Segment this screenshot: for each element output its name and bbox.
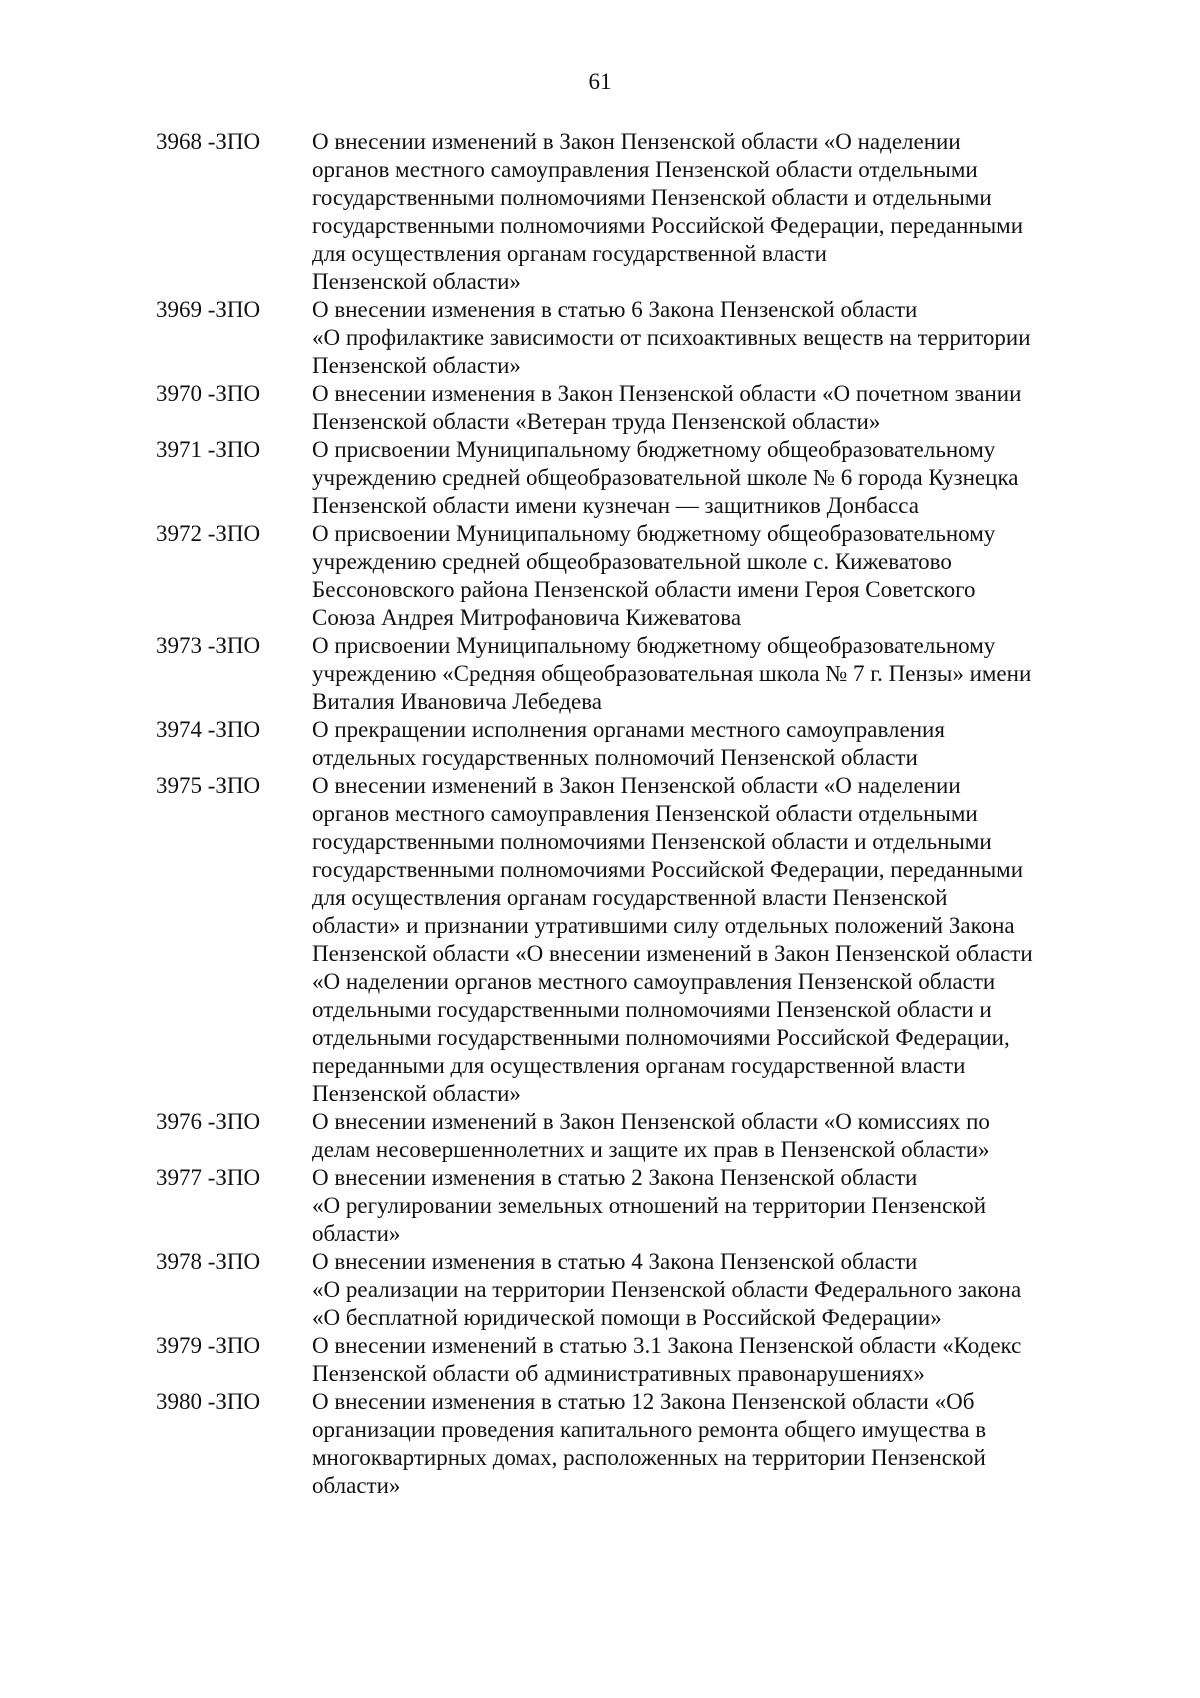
law-number: 3978 -ЗПО: [156, 1249, 261, 1274]
law-title-line: О внесении изменений в статью 3.1 Закона Пензенской области «Кодекс: [312, 1333, 1022, 1358]
law-title-line: области» и признании утратившими силу отдельных положений Закона: [312, 913, 1015, 938]
law-entry: [156, 380, 1086, 436]
law-title-line: государственными полномочиями Пензенской области и отдельными: [312, 829, 992, 854]
law-title-line: «О реализации на территории Пензенской области Федерального закона: [312, 1277, 1022, 1302]
page-number: 61: [588, 69, 612, 94]
law-title-line: для осуществления органам государственной власти: [312, 241, 827, 266]
law-title: [312, 632, 1086, 716]
law-title-line: делам несовершеннолетних и защите их прав в Пензенской области»: [312, 1137, 990, 1162]
law-title-line: переданными для осуществления органам государственной власти: [312, 1053, 966, 1078]
law-title-line: О присвоении Муниципальному бюджетному общеобразовательному: [312, 521, 996, 546]
law-title-line: области»: [312, 1221, 401, 1246]
law-title-line: государственными полномочиями Российской Федерации, переданными: [312, 213, 1024, 238]
law-entry: [156, 772, 1086, 1108]
law-title-line: отдельных государственных полномочий Пензенской области: [312, 745, 918, 770]
law-title-line: «О регулировании земельных отношений на территории Пензенской: [312, 1193, 987, 1218]
law-entry: [156, 1248, 1086, 1332]
law-title-line: Пензенской области об административных правонарушениях»: [312, 1361, 925, 1386]
law-title-line: О внесении изменения в статью 6 Закона Пензенской области: [312, 297, 918, 322]
law-entry: [156, 1164, 1086, 1248]
law-title: [312, 436, 1086, 520]
law-title: [312, 380, 1086, 436]
law-entry: [156, 520, 1086, 632]
law-title-line: Пензенской области «Ветеран труда Пензенской области»: [312, 409, 881, 434]
law-title-line: О внесении изменений в Закон Пензенской области «О наделении: [312, 773, 961, 798]
law-entry: [156, 436, 1086, 520]
law-title: [312, 296, 1086, 380]
law-title: [312, 1332, 1086, 1388]
law-title-line: О внесении изменения в статью 4 Закона Пензенской области: [312, 1249, 918, 1274]
law-number: 3977 -ЗПО: [156, 1165, 261, 1190]
law-title-line: государственными полномочиями Пензенской области и отдельными: [312, 185, 992, 210]
law-number: 3972 -ЗПО: [156, 521, 261, 546]
law-title: [312, 1248, 1086, 1332]
law-title-line: О внесении изменений в Закон Пензенской области «О комиссиях по: [312, 1109, 990, 1134]
law-list: [156, 128, 1086, 1500]
law-entry: [156, 1388, 1086, 1500]
law-title-line: отдельными государственными полномочиями Пензенской области и: [312, 997, 992, 1022]
law-title-line: учреждению «Средняя общеобразовательная школа № 7 г. Пензы» имени: [312, 661, 1032, 686]
law-title-line: отдельными государственными полномочиями Российской Федерации,: [312, 1025, 1010, 1050]
law-title-line: О присвоении Муниципальному бюджетному общеобразовательному: [312, 437, 996, 462]
law-title-line: Пензенской области»: [312, 269, 521, 294]
law-title-line: О внесении изменения в Закон Пензенской области «О почетном звании: [312, 381, 1022, 406]
law-number: 3973 -ЗПО: [156, 633, 261, 658]
law-entry: [156, 296, 1086, 380]
law-title-line: для осуществления органам государственной власти Пензенской: [312, 885, 948, 910]
law-title-line: учреждению средней общеобразовательной школе № 6 города Кузнецка: [312, 465, 1019, 490]
law-title-line: О внесении изменений в Закон Пензенской области «О наделении: [312, 129, 961, 154]
law-title-line: «О наделении органов местного самоуправления Пензенской области: [312, 969, 996, 994]
law-title: [312, 128, 1086, 296]
law-title: [312, 1388, 1086, 1500]
law-title: [312, 716, 1086, 772]
law-title-line: органов местного самоуправления Пензенской области отдельными: [312, 801, 978, 826]
law-title-line: многоквартирных домах, расположенных на территории Пензенской: [312, 1445, 986, 1470]
law-title-line: «О бесплатной юридической помощи в Российской Федерации»: [312, 1305, 942, 1330]
law-number: 3980 -ЗПО: [156, 1389, 261, 1414]
law-title-line: О внесении изменения в статью 2 Закона Пензенской области: [312, 1165, 918, 1190]
law-title: [312, 520, 1086, 632]
law-entry: [156, 1108, 1086, 1164]
law-title-line: учреждению средней общеобразовательной школе с. Кижеватово: [312, 549, 952, 574]
law-title-line: «О профилактике зависимости от психоактивных веществ на территории: [312, 325, 1031, 350]
law-number: 3971 -ЗПО: [156, 437, 261, 462]
law-title-line: Пензенской области»: [312, 1081, 521, 1106]
law-title-line: Пензенской области имени кузнечан — защитников Донбасса: [312, 493, 919, 518]
law-number: 3976 -ЗПО: [156, 1109, 261, 1134]
law-title-line: Пензенской области «О внесении изменений в Закон Пензенской области: [312, 941, 1033, 966]
law-title: [312, 772, 1086, 1108]
law-number: 3970 -ЗПО: [156, 381, 261, 406]
law-title: [312, 1108, 1086, 1164]
law-title-line: области»: [312, 1473, 401, 1498]
law-title-line: государственными полномочиями Российской Федерации, переданными: [312, 857, 1024, 882]
law-entry: [156, 128, 1086, 296]
law-entry: [156, 716, 1086, 772]
law-title: [312, 1164, 1086, 1248]
law-number: 3979 -ЗПО: [156, 1333, 261, 1358]
law-title-line: О присвоении Муниципальному бюджетному общеобразовательному: [312, 633, 996, 658]
law-title-line: организации проведения капитального ремонта общего имущества в: [312, 1417, 987, 1442]
law-title-line: Виталия Ивановича Лебедева: [312, 689, 603, 714]
law-title-line: О внесении изменения в статью 12 Закона Пензенской области «Об: [312, 1389, 975, 1414]
law-number: 3968 -ЗПО: [156, 129, 261, 154]
law-number: 3969 -ЗПО: [156, 297, 261, 322]
law-entry: [156, 1332, 1086, 1388]
law-entry: [156, 632, 1086, 716]
law-number: 3975 -ЗПО: [156, 773, 261, 798]
law-title-line: Пензенской области»: [312, 353, 521, 378]
law-title-line: органов местного самоуправления Пензенской области отдельными: [312, 157, 978, 182]
law-title-line: Бессоновского района Пензенской области имени Героя Советского: [312, 577, 976, 602]
law-number: 3974 -ЗПО: [156, 717, 261, 742]
law-title-line: О прекращении исполнения органами местного самоуправления: [312, 717, 945, 742]
law-title-line: Союза Андрея Митрофановича Кижеватова: [312, 605, 742, 630]
